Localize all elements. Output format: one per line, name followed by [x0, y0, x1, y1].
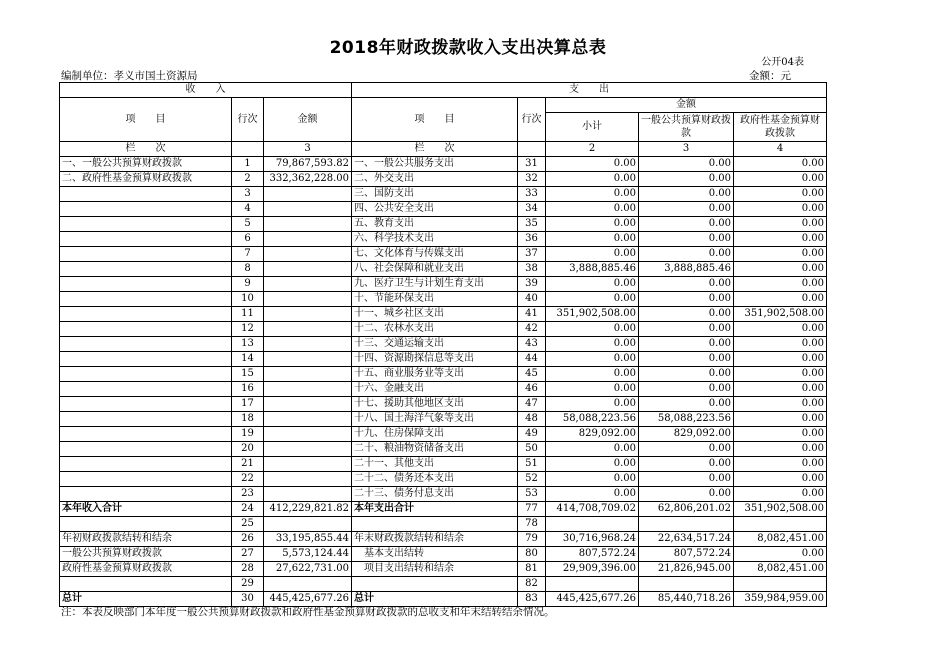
expense-item-cell: 项目支出结转和结余: [352, 562, 518, 577]
expense-rowno-cell: 31: [518, 157, 546, 172]
income-column-empty: [232, 142, 264, 157]
income-amount-cell: [264, 427, 352, 442]
income-amount-cell: [264, 307, 352, 322]
expense-item-cell: 二、外交支出: [352, 172, 518, 187]
subtotal-cell: 0.00: [546, 292, 639, 307]
income-rowno-cell: 23: [232, 487, 264, 502]
expense-rowno-cell: 43: [518, 337, 546, 352]
expense-item-cell: 基本支出结转: [352, 547, 518, 562]
income-rowno-header: 行次: [232, 98, 264, 142]
expense-column-label: 栏 次: [352, 142, 518, 157]
income-rowno-cell: 15: [232, 367, 264, 382]
income-item-cell: [60, 352, 232, 367]
gov-fund-cell: 351,902,508.00: [734, 502, 827, 517]
expense-item-cell: [352, 577, 518, 592]
header-row-2: [60, 98, 827, 113]
income-item-cell: [60, 322, 232, 337]
subtotal-cell: 0.00: [546, 232, 639, 247]
table-row: [60, 472, 827, 487]
expense-rowno-header: 行次: [518, 98, 546, 142]
income-rowno-cell: 26: [232, 532, 264, 547]
income-amount-cell: [264, 217, 352, 232]
income-rowno-cell: 28: [232, 562, 264, 577]
blank-row: [60, 517, 827, 532]
gov-fund-cell: [734, 517, 827, 532]
income-item-cell: [60, 367, 232, 382]
general-budget-cell: 829,092.00: [639, 427, 734, 442]
expense-rowno-cell: 36: [518, 232, 546, 247]
general-budget-cell: 0.00: [639, 487, 734, 502]
gov-fund-cell: 359,984,959.00: [734, 592, 827, 607]
expense-rowno-cell: 45: [518, 367, 546, 382]
income-item-header: 项 目: [60, 98, 232, 142]
expense-item-cell: 二十一、其他支出: [352, 457, 518, 472]
expense-column-2: 2: [546, 142, 639, 157]
general-budget-cell: 0.00: [639, 292, 734, 307]
gov-fund-cell: 0.00: [734, 472, 827, 487]
subtotal-cell: 0.00: [546, 157, 639, 172]
subtotal-cell: 0.00: [546, 172, 639, 187]
gov-fund-cell: 0.00: [734, 277, 827, 292]
general-budget-cell: 0.00: [639, 397, 734, 412]
general-budget-cell: 0.00: [639, 472, 734, 487]
blank-row: [60, 577, 827, 592]
gov-fund-cell: 351,902,508.00: [734, 307, 827, 322]
subtotal-cell: 29,909,396.00: [546, 562, 639, 577]
subtotal-cell: 0.00: [546, 487, 639, 502]
general-budget-cell: 0.00: [639, 277, 734, 292]
table-row: [60, 337, 827, 352]
gov-fund-cell: 8,082,451.00: [734, 532, 827, 547]
income-item-cell: [60, 427, 232, 442]
gov-fund-cell: 0.00: [734, 457, 827, 472]
income-amount-cell: 332,362,228.00: [264, 172, 352, 187]
income-rowno-cell: 18: [232, 412, 264, 427]
expense-rowno-cell: 42: [518, 322, 546, 337]
form-code: 公开04表: [761, 57, 804, 68]
expense-rowno-cell: 82: [518, 577, 546, 592]
expense-item-cell: [352, 517, 518, 532]
gov-fund-cell: 0.00: [734, 202, 827, 217]
footnote: 注：本表反映部门本年度一般公共预算财政拨款和政府性基金预算财政拨款的总收支和年末结转结余情况。: [61, 606, 555, 618]
subtotal-cell: 829,092.00: [546, 427, 639, 442]
expense-item-cell: 二十、粮油物资储备支出: [352, 442, 518, 457]
expense-item-cell: 十、节能环保支出: [352, 292, 518, 307]
expense-rowno-cell: 77: [518, 502, 546, 517]
income-item-cell: [60, 202, 232, 217]
expense-item-cell: 三、国防支出: [352, 187, 518, 202]
gov-fund-cell: 0.00: [734, 442, 827, 457]
income-rowno-cell: 29: [232, 577, 264, 592]
expense-rowno-cell: 38: [518, 262, 546, 277]
income-amount-cell: [264, 187, 352, 202]
year-total-row: [60, 502, 827, 517]
general-budget-cell: 58,088,223.56: [639, 412, 734, 427]
table-row: [60, 442, 827, 457]
general-budget-cell: 0.00: [639, 442, 734, 457]
income-amount-cell: [264, 382, 352, 397]
expense-rowno-cell: 79: [518, 532, 546, 547]
subtotal-cell: 0.00: [546, 202, 639, 217]
income-amount-cell: [264, 457, 352, 472]
expense-item-cell: 十八、国土海洋气象等支出: [352, 412, 518, 427]
expense-item-cell: 一、一般公共服务支出: [352, 157, 518, 172]
income-amount-cell: [264, 337, 352, 352]
income-rowno-cell: 6: [232, 232, 264, 247]
income-item-cell: [60, 307, 232, 322]
income-amount-cell: 412,229,821.82: [264, 502, 352, 517]
expense-item-cell: 十九、住房保障支出: [352, 427, 518, 442]
income-item-cell: 一般公共预算财政拨款: [60, 547, 232, 562]
general-budget-cell: 0.00: [639, 337, 734, 352]
gov-fund-cell: 0.00: [734, 157, 827, 172]
table-row: [60, 427, 827, 442]
income-rowno-cell: 11: [232, 307, 264, 322]
expense-rowno-cell: 44: [518, 352, 546, 367]
general-budget-cell: 0.00: [639, 307, 734, 322]
subtotal-cell: 0.00: [546, 337, 639, 352]
subtotal-cell: 0.00: [546, 217, 639, 232]
income-rowno-cell: 20: [232, 442, 264, 457]
subtotal-cell: [546, 517, 639, 532]
income-rowno-cell: 30: [232, 592, 264, 607]
expense-rowno-cell: 81: [518, 562, 546, 577]
gov-fund-cell: 0.00: [734, 367, 827, 382]
general-budget-cell: 3,888,885.46: [639, 262, 734, 277]
table-row: [60, 487, 827, 502]
income-amount-cell: [264, 247, 352, 262]
income-rowno-cell: 25: [232, 517, 264, 532]
table-row: [60, 322, 827, 337]
income-rowno-cell: 22: [232, 472, 264, 487]
income-amount-cell: [264, 202, 352, 217]
expense-item-cell: 十一、城乡社区支出: [352, 307, 518, 322]
subtotal-header: 小计: [546, 113, 639, 142]
expense-item-cell: 十七、援助其他地区支出: [352, 397, 518, 412]
general-budget-cell: 0.00: [639, 352, 734, 367]
income-amount-cell: [264, 412, 352, 427]
gov-fund-cell: 0.00: [734, 322, 827, 337]
column-index-row: [60, 142, 827, 157]
income-item-cell: [60, 442, 232, 457]
expense-item-cell: 六、科学技术支出: [352, 232, 518, 247]
carry-row: [60, 562, 827, 577]
subtotal-cell: 0.00: [546, 187, 639, 202]
income-item-cell: [60, 457, 232, 472]
expense-item-cell: 九、医疗卫生与计划生育支出: [352, 277, 518, 292]
expense-rowno-cell: 33: [518, 187, 546, 202]
gov-fund-cell: 0.00: [734, 172, 827, 187]
table-row: [60, 187, 827, 202]
income-rowno-cell: 2: [232, 172, 264, 187]
expense-column-empty: [518, 142, 546, 157]
table-row: [60, 217, 827, 232]
income-item-cell: [60, 487, 232, 502]
gov-fund-cell: 0.00: [734, 337, 827, 352]
income-item-cell: 本年收入合计: [60, 502, 232, 517]
income-rowno-cell: 7: [232, 247, 264, 262]
income-item-cell: [60, 412, 232, 427]
income-item-cell: 一、一般公共预算财政拨款: [60, 157, 232, 172]
reporting-unit: 编制单位：孝义市国土资源局: [61, 70, 198, 82]
subtotal-cell: 0.00: [546, 277, 639, 292]
expense-rowno-cell: 53: [518, 487, 546, 502]
subtotal-cell: 0.00: [546, 382, 639, 397]
expense-rowno-cell: 51: [518, 457, 546, 472]
income-rowno-cell: 5: [232, 217, 264, 232]
income-item-cell: 二、政府性基金预算财政拨款: [60, 172, 232, 187]
gov-fund-cell: 0.00: [734, 232, 827, 247]
income-rowno-cell: 17: [232, 397, 264, 412]
table-row: [60, 232, 827, 247]
general-budget-cell: 85,440,718.26: [639, 592, 734, 607]
income-rowno-cell: 1: [232, 157, 264, 172]
income-item-cell: [60, 277, 232, 292]
income-item-cell: [60, 262, 232, 277]
general-budget-cell: 0.00: [639, 172, 734, 187]
general-budget-cell: 0.00: [639, 217, 734, 232]
general-budget-header: 一般公共预算财政拨款: [639, 113, 734, 142]
expense-rowno-cell: 41: [518, 307, 546, 322]
income-amount-cell: [264, 352, 352, 367]
income-amount-cell: 33,195,855.44: [264, 532, 352, 547]
general-budget-cell: 807,572.24: [639, 547, 734, 562]
income-amount-cell: [264, 472, 352, 487]
expense-item-cell: 十三、交通运输支出: [352, 337, 518, 352]
gov-fund-header: 政府性基金预算财政拨款: [734, 113, 827, 142]
carry-row: [60, 532, 827, 547]
gov-fund-cell: 0.00: [734, 262, 827, 277]
expense-rowno-cell: 80: [518, 547, 546, 562]
table-row: [60, 352, 827, 367]
gov-fund-cell: 0.00: [734, 382, 827, 397]
income-header: 收 入: [60, 83, 352, 98]
expense-rowno-cell: 40: [518, 292, 546, 307]
table-row: [60, 382, 827, 397]
gov-fund-cell: 0.00: [734, 247, 827, 262]
gov-fund-cell: 0.00: [734, 397, 827, 412]
expense-rowno-cell: 50: [518, 442, 546, 457]
income-item-cell: [60, 217, 232, 232]
income-item-cell: 总计: [60, 592, 232, 607]
subtotal-cell: 0.00: [546, 352, 639, 367]
income-amount-cell: [264, 397, 352, 412]
expense-rowno-cell: 83: [518, 592, 546, 607]
income-amount-cell: [264, 232, 352, 247]
expense-rowno-cell: 32: [518, 172, 546, 187]
income-amount-cell: [264, 442, 352, 457]
carry-row: [60, 547, 827, 562]
amount-unit: 金额：元: [749, 70, 791, 82]
expense-rowno-cell: 78: [518, 517, 546, 532]
expense-rowno-cell: 37: [518, 247, 546, 262]
income-column-label: 栏 次: [60, 142, 232, 157]
table-row: [60, 367, 827, 382]
general-budget-cell: 0.00: [639, 322, 734, 337]
expense-rowno-cell: 34: [518, 202, 546, 217]
expense-rowno-cell: 47: [518, 397, 546, 412]
general-budget-cell: 0.00: [639, 457, 734, 472]
table-row: [60, 397, 827, 412]
gov-fund-cell: 0.00: [734, 292, 827, 307]
expense-rowno-cell: 49: [518, 427, 546, 442]
income-amount-cell: [264, 262, 352, 277]
expense-item-cell: 本年支出合计: [352, 502, 518, 517]
expense-amount-header: 金额: [546, 98, 827, 113]
expense-rowno-cell: 35: [518, 217, 546, 232]
income-item-cell: [60, 292, 232, 307]
table-row: [60, 172, 827, 187]
general-budget-cell: 62,806,201.02: [639, 502, 734, 517]
table-row: [60, 247, 827, 262]
general-budget-cell: 0.00: [639, 202, 734, 217]
subtotal-cell: 0.00: [546, 247, 639, 262]
gov-fund-cell: [734, 577, 827, 592]
general-budget-cell: 0.00: [639, 157, 734, 172]
income-item-cell: 政府性基金预算财政拨款: [60, 562, 232, 577]
expense-item-header: 项 目: [352, 98, 518, 142]
expense-item-cell: 十五、商业服务业等支出: [352, 367, 518, 382]
income-amount-cell: 445,425,677.26: [264, 592, 352, 607]
table-row: [60, 412, 827, 427]
income-item-cell: [60, 337, 232, 352]
table-row: [60, 202, 827, 217]
income-rowno-cell: 9: [232, 277, 264, 292]
income-rowno-cell: 10: [232, 292, 264, 307]
income-rowno-cell: 4: [232, 202, 264, 217]
table-row: [60, 292, 827, 307]
expense-rowno-cell: 48: [518, 412, 546, 427]
expense-rowno-cell: 39: [518, 277, 546, 292]
income-amount-cell: [264, 367, 352, 382]
income-item-cell: [60, 472, 232, 487]
income-item-cell: [60, 247, 232, 262]
income-item-cell: [60, 187, 232, 202]
general-budget-cell: [639, 517, 734, 532]
income-amount-cell: [264, 517, 352, 532]
gov-fund-cell: 0.00: [734, 412, 827, 427]
income-amount-cell: [264, 487, 352, 502]
table-row: [60, 457, 827, 472]
subtotal-cell: [546, 577, 639, 592]
gov-fund-cell: 0.00: [734, 217, 827, 232]
gov-fund-cell: 0.00: [734, 547, 827, 562]
income-item-cell: [60, 382, 232, 397]
income-rowno-cell: 24: [232, 502, 264, 517]
gov-fund-cell: 8,082,451.00: [734, 562, 827, 577]
income-rowno-cell: 27: [232, 547, 264, 562]
income-item-cell: [60, 397, 232, 412]
general-budget-cell: 0.00: [639, 232, 734, 247]
table-row: [60, 277, 827, 292]
header-row-1: [60, 83, 827, 98]
gov-fund-cell: 0.00: [734, 487, 827, 502]
subtotal-cell: 3,888,885.46: [546, 262, 639, 277]
expense-rowno-cell: 46: [518, 382, 546, 397]
gov-fund-cell: 0.00: [734, 352, 827, 367]
expense-column-3: 3: [639, 142, 734, 157]
gov-fund-cell: 0.00: [734, 187, 827, 202]
general-budget-cell: 0.00: [639, 247, 734, 262]
subtotal-cell: 807,572.24: [546, 547, 639, 562]
subtotal-cell: 0.00: [546, 367, 639, 382]
income-rowno-cell: 14: [232, 352, 264, 367]
subtotal-cell: 445,425,677.26: [546, 592, 639, 607]
income-column-3: 3: [264, 142, 352, 157]
general-budget-cell: [639, 577, 734, 592]
income-item-cell: 年初财政拨款结转和结余: [60, 532, 232, 547]
expense-item-cell: 二十二、债务还本支出: [352, 472, 518, 487]
income-amount-cell: [264, 577, 352, 592]
general-budget-cell: 21,826,945.00: [639, 562, 734, 577]
expense-item-cell: 总计: [352, 592, 518, 607]
subtotal-cell: 58,088,223.56: [546, 412, 639, 427]
expense-column-4: 4: [734, 142, 827, 157]
subtotal-cell: 0.00: [546, 457, 639, 472]
income-amount-cell: 79,867,593.82: [264, 157, 352, 172]
income-amount-cell: [264, 322, 352, 337]
general-budget-cell: 22,634,517.24: [639, 532, 734, 547]
income-item-cell: [60, 232, 232, 247]
expense-header: 支 出: [352, 83, 827, 98]
general-budget-cell: 0.00: [639, 187, 734, 202]
income-rowno-cell: 21: [232, 457, 264, 472]
income-amount-header: 金额: [264, 98, 352, 142]
gov-fund-cell: 0.00: [734, 427, 827, 442]
expense-item-cell: 二十三、债务付息支出: [352, 487, 518, 502]
expense-item-cell: 八、社会保障和就业支出: [352, 262, 518, 277]
budget-summary-table: [59, 82, 827, 607]
expense-item-cell: 七、文化体育与传媒支出: [352, 247, 518, 262]
income-item-cell: [60, 517, 232, 532]
expense-item-cell: 年末财政拨款结转和结余: [352, 532, 518, 547]
expense-item-cell: 十四、资源勘探信息等支出: [352, 352, 518, 367]
income-rowno-cell: 19: [232, 427, 264, 442]
income-amount-cell: 27,622,731.00: [264, 562, 352, 577]
income-rowno-cell: 12: [232, 322, 264, 337]
table-row: [60, 307, 827, 322]
subtotal-cell: 414,708,709.02: [546, 502, 639, 517]
income-rowno-cell: 16: [232, 382, 264, 397]
expense-item-cell: 十二、农林水支出: [352, 322, 518, 337]
expense-rowno-cell: 52: [518, 472, 546, 487]
subtotal-cell: 0.00: [546, 322, 639, 337]
income-amount-cell: 5,573,124.44: [264, 547, 352, 562]
expense-item-cell: 十六、金融支出: [352, 382, 518, 397]
income-item-cell: [60, 577, 232, 592]
general-budget-cell: 0.00: [639, 382, 734, 397]
expense-item-cell: 五、教育支出: [352, 217, 518, 232]
income-amount-cell: [264, 292, 352, 307]
income-rowno-cell: 3: [232, 187, 264, 202]
expense-item-cell: 四、公共安全支出: [352, 202, 518, 217]
general-budget-cell: 0.00: [639, 367, 734, 382]
report-title: 2018年财政拨款收入支出决算总表: [329, 38, 607, 58]
subtotal-cell: 0.00: [546, 397, 639, 412]
subtotal-cell: 0.00: [546, 442, 639, 457]
income-rowno-cell: 13: [232, 337, 264, 352]
income-amount-cell: [264, 277, 352, 292]
subtotal-cell: 351,902,508.00: [546, 307, 639, 322]
table-row: [60, 262, 827, 277]
table-row: [60, 157, 827, 172]
income-rowno-cell: 8: [232, 262, 264, 277]
subtotal-cell: 30,716,968.24: [546, 532, 639, 547]
subtotal-cell: 0.00: [546, 472, 639, 487]
